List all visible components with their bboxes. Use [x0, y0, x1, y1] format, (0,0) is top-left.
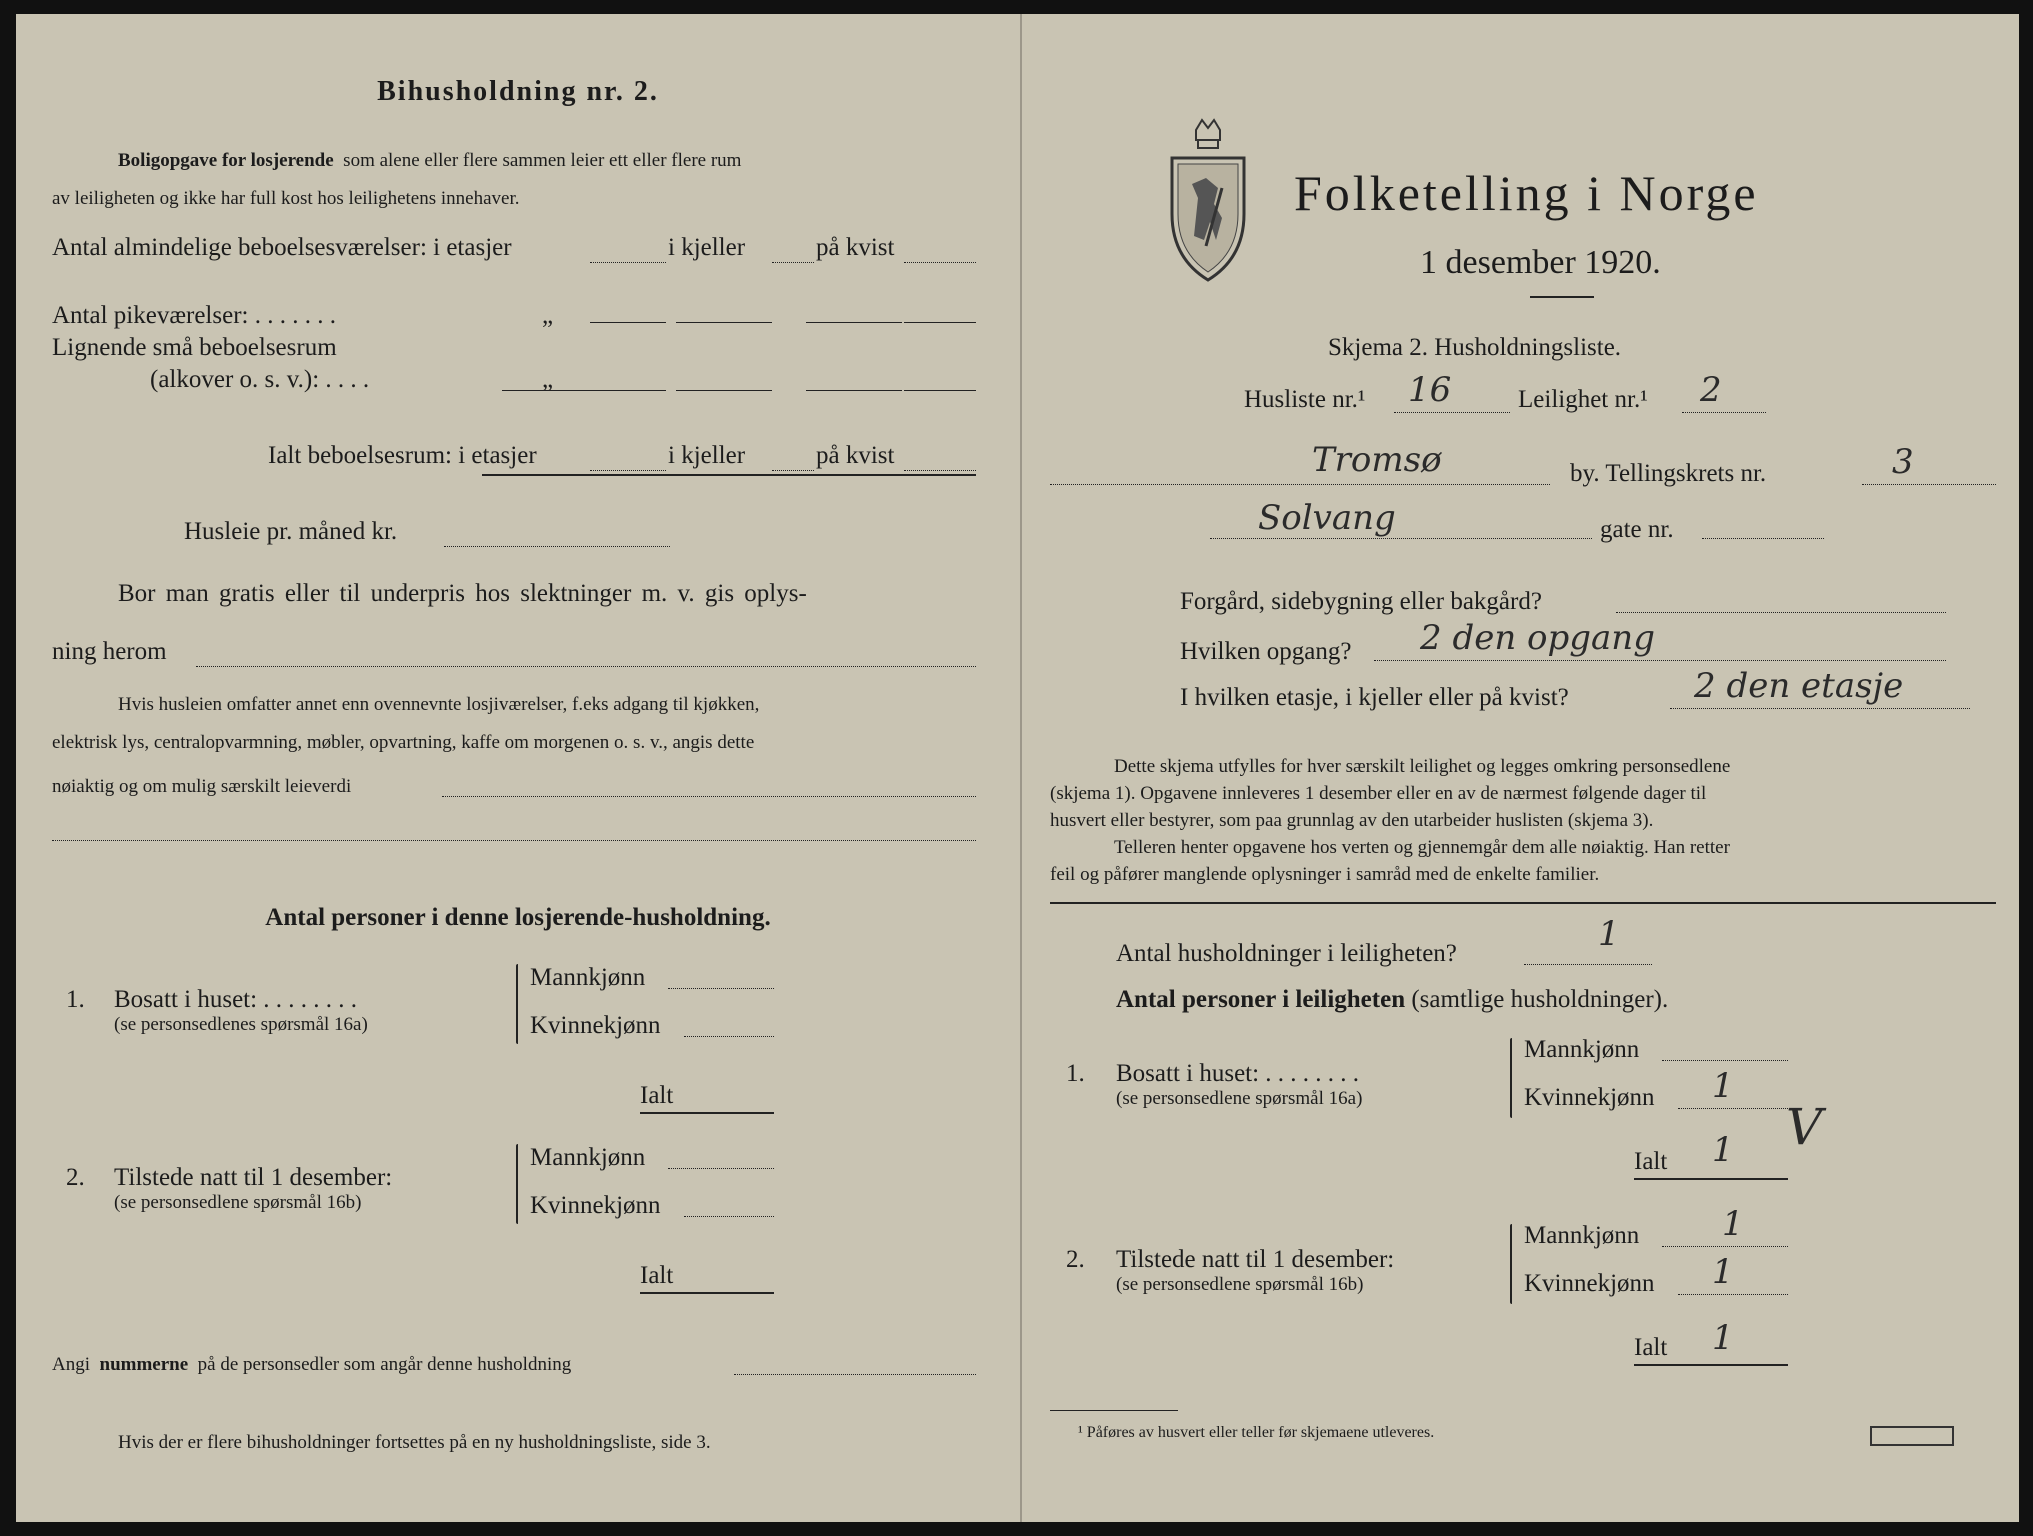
- field-alkover-extra[interactable]: [904, 390, 976, 391]
- r-q1-ialt-label: Ialt: [1634, 1148, 1668, 1175]
- field-pike-etasjer[interactable]: [590, 322, 666, 323]
- q1-ialt-label: Ialt: [640, 1082, 674, 1109]
- q2-kvinne-label: Kvinnekjønn: [530, 1192, 661, 1219]
- section-rule: [1050, 902, 1996, 904]
- r-q1-ialt-field[interactable]: [1634, 1178, 1788, 1180]
- r-q2-ialt-label: Ialt: [1634, 1334, 1668, 1361]
- intro-line2: av leiligheten og ikke har full kost hos leilighetens innehaver.: [52, 188, 520, 209]
- r-q1-kvinne-field[interactable]: [1678, 1108, 1788, 1109]
- kjeller-label: i kjeller: [668, 234, 746, 261]
- r-q2-label: Tilstede natt til 1 desember:: [1116, 1246, 1395, 1273]
- row-beboelse-label: Antal almindelige beboelsesværelser: i etasjer: [52, 234, 512, 261]
- q1-kvinne-label: Kvinnekjønn: [530, 1012, 661, 1039]
- field-leieverdi-2[interactable]: [52, 840, 976, 841]
- hvis-line1: Hvis husleien omfatter annet enn ovennevnte losjiværelser, f.eks adgang til kjøkken,: [118, 694, 760, 715]
- right-page: [1022, 14, 2019, 1522]
- bor-line1: Bor man gratis eller til underpris hos slektninger m. v. gis oplys-: [118, 580, 807, 607]
- ialt-underline: [482, 474, 976, 476]
- q2-kvinne-field[interactable]: [684, 1216, 774, 1217]
- forgard-label: Forgård, sidebygning eller bakgård?: [1180, 588, 1542, 615]
- r-q1-number: 1.: [1066, 1060, 1085, 1087]
- hvis-line3: nøiaktig og om mulig særskilt leieverdi: [52, 776, 352, 797]
- field-bor[interactable]: [196, 666, 976, 667]
- husliste-label: Husliste nr.¹: [1244, 386, 1366, 413]
- q2-ialt-field[interactable]: [640, 1292, 774, 1294]
- field-kjeller-1[interactable]: [772, 262, 814, 263]
- q1-brace: [516, 964, 518, 1044]
- field-alkover-kvist[interactable]: [806, 390, 902, 391]
- dette-line2: (skjema 1). Opgavene innleveres 1 desember eller en av de nærmest følgende dager til: [1050, 783, 1707, 804]
- left-footer: Hvis der er flere bihusholdninger fortsettes på en ny husholdningsliste, side 3.: [118, 1432, 711, 1453]
- r-q1-label: Bosatt i huset: . . . . . . . .: [1116, 1060, 1360, 1087]
- angi-bold: nummerne: [99, 1354, 189, 1375]
- gate-nr-field[interactable]: [1702, 538, 1824, 539]
- intro-text: [118, 150, 741, 172]
- kvist-label: på kvist: [816, 234, 895, 261]
- opgang-label: Hvilken opgang?: [1180, 638, 1352, 665]
- left-page: [16, 14, 1020, 1522]
- husliste-value: 16: [1408, 370, 1452, 410]
- r-q2-kvinne-label: Kvinnekjønn: [1524, 1270, 1655, 1297]
- r-q2-number: 2.: [1066, 1246, 1085, 1273]
- forgard-field[interactable]: [1616, 612, 1946, 613]
- q1-sub: (se personsedlenes spørsmål 16a): [114, 1014, 368, 1035]
- q2-label: Tilstede natt til 1 desember:: [114, 1164, 393, 1191]
- field-alkover-kjeller[interactable]: [676, 390, 772, 391]
- etasje-field[interactable]: [1670, 708, 1970, 709]
- leilighet-value: 2: [1700, 370, 1722, 410]
- r-q1-mann-field[interactable]: [1662, 1060, 1788, 1061]
- r-q2-kvinne-value: 1: [1712, 1252, 1734, 1292]
- r-q2-mann-label: Mannkjønn: [1524, 1222, 1640, 1249]
- antal-pers-bold: Antal personer i leiligheten: [1116, 986, 1406, 1013]
- r-q2-mann-field[interactable]: [1662, 1246, 1788, 1247]
- row-ialt-label: Ialt beboelsesrum: i etasjer: [268, 442, 537, 469]
- title-rule: [1530, 296, 1594, 298]
- antal-hush-label: Antal husholdninger i leiligheten?: [1116, 940, 1457, 967]
- r-q1-kvinne-value: 1: [1712, 1066, 1734, 1106]
- antal-hush-field[interactable]: [1524, 964, 1652, 965]
- dette-line5: feil og påfører manglende oplysninger i samråd med de enkelte familier.: [1050, 864, 1600, 885]
- field-etasjer-1[interactable]: [590, 262, 666, 263]
- census-date: 1 desember 1920.: [1420, 244, 1661, 281]
- ditto-mark: „: [542, 302, 554, 329]
- dette-line3: husvert eller bestyrer, som paa grunnlag av den utarbeider huslisten (skjema 3).: [1050, 810, 1654, 831]
- q1-label: Bosatt i huset: . . . . . . . .: [114, 986, 358, 1013]
- krets-field[interactable]: [1862, 484, 1996, 485]
- q2-mann-field[interactable]: [668, 1168, 774, 1169]
- husliste-field[interactable]: [1394, 412, 1510, 413]
- footnote-rule: [1050, 1410, 1178, 1411]
- angi-rest: på de personsedler som angår denne husholdning: [197, 1354, 572, 1375]
- antal-pers-heading: [1116, 986, 1668, 1014]
- street-value: Solvang: [1258, 498, 1396, 538]
- etasje-label: I hvilken etasje, i kjeller eller på kvist?: [1180, 684, 1569, 711]
- city-value: Tromsø: [1312, 440, 1442, 480]
- q1-mann-label: Mannkjønn: [530, 964, 646, 991]
- gate-label: gate nr.: [1600, 516, 1674, 543]
- leilighet-field[interactable]: [1682, 412, 1766, 413]
- field-pike-extra[interactable]: [904, 322, 976, 323]
- opgang-value: 2 den opgang: [1420, 618, 1655, 658]
- r-q2-kvinne-field[interactable]: [1678, 1294, 1788, 1295]
- r-q2-ialt-value: 1: [1712, 1318, 1734, 1358]
- intro-rest: som alene eller flere sammen leier ett eller flere rum: [343, 150, 742, 171]
- field-ialt-kjeller[interactable]: [772, 470, 814, 471]
- r-q1-kvinne-label: Kvinnekjønn: [1524, 1084, 1655, 1111]
- r-q1-check: V: [1786, 1098, 1823, 1156]
- r-q1-ialt-value: 1: [1712, 1130, 1734, 1170]
- r-q2-sub: (se personsedlene spørsmål 16b): [1116, 1274, 1364, 1295]
- field-pike-kjeller[interactable]: [676, 322, 772, 323]
- ditto-mark-2: „: [542, 366, 554, 393]
- leilighet-label: Leilighet nr.¹: [1518, 386, 1648, 413]
- street-field[interactable]: [1210, 538, 1592, 539]
- field-kvist-1[interactable]: [904, 262, 976, 263]
- krets-value: 3: [1892, 442, 1914, 482]
- footnote: ¹ Påføres av husvert eller teller før skjemaene utleveres.: [1078, 1424, 1435, 1441]
- row-pike-label: Antal pikeværelser: . . . . . . .: [52, 302, 336, 329]
- kvist-label-2: på kvist: [816, 442, 895, 469]
- angi-text: [52, 1354, 571, 1376]
- q1-ialt-field[interactable]: [640, 1112, 774, 1114]
- antal-personer-heading: Antal personer i denne losjerende-husholdning.: [265, 904, 771, 931]
- q2-brace: [516, 1144, 518, 1224]
- antal-hush-value: 1: [1598, 914, 1620, 954]
- r-q1-sub: (se personsedlene spørsmål 16a): [1116, 1088, 1363, 1109]
- intro-bold: Boligopgave for losjerende: [118, 150, 334, 171]
- bor-line2: ning herom: [52, 638, 167, 665]
- q2-ialt-label: Ialt: [640, 1262, 674, 1289]
- q1-number: 1.: [66, 986, 85, 1013]
- by-krets-label: by. Tellingskrets nr.: [1570, 460, 1767, 487]
- r-q2-mann-value: 1: [1722, 1204, 1744, 1244]
- r-q1-mann-label: Mannkjønn: [1524, 1036, 1640, 1063]
- hvis-line2: elektrisk lys, centralopvarmning, møbler, opvartning, kaffe om morgenen o. s. v., angis dette: [52, 732, 755, 753]
- field-alkover-etasjer[interactable]: [502, 390, 666, 391]
- r-q2-ialt-field[interactable]: [1634, 1364, 1788, 1366]
- r-q1-brace: [1510, 1038, 1512, 1118]
- field-leieverdi[interactable]: [442, 796, 976, 797]
- field-nummerne[interactable]: [734, 1374, 976, 1375]
- bihusholdning-title: Bihusholdning nr. 2.: [377, 76, 659, 107]
- q2-sub: (se personsedlene spørsmål 16b): [114, 1192, 362, 1213]
- field-ialt-etasjer[interactable]: [590, 470, 666, 471]
- r-q2-brace: [1510, 1224, 1512, 1304]
- city-field[interactable]: [1050, 484, 1550, 485]
- kjeller-label-2: i kjeller: [668, 442, 746, 469]
- dette-line4: Telleren henter opgavene hos verten og gjennemgår dem alle nøiaktig. Han retter: [1114, 837, 1730, 858]
- field-pike-kvist[interactable]: [806, 322, 902, 323]
- field-husleie[interactable]: [444, 546, 670, 547]
- q2-mann-label: Mannkjønn: [530, 1144, 646, 1171]
- etasje-value: 2 den etasje: [1694, 666, 1904, 706]
- opgang-field[interactable]: [1374, 660, 1946, 661]
- angi-pre: Angi: [52, 1354, 90, 1375]
- row-lignende-label: Lignende små beboelsesrum: [52, 334, 337, 361]
- skjema-label: Skjema 2. Husholdningsliste.: [1328, 334, 1622, 361]
- q1-kvinne-field[interactable]: [684, 1036, 774, 1037]
- antal-pers-rest: (samtlige husholdninger).: [1411, 986, 1669, 1013]
- printer-stamp: [1870, 1426, 1954, 1446]
- coat-of-arms-icon: [1168, 118, 1248, 282]
- q2-number: 2.: [66, 1164, 85, 1191]
- husleie-label: Husleie pr. måned kr.: [184, 518, 398, 545]
- row-alkover-label: (alkover o. s. v.): . . . .: [150, 366, 370, 393]
- q1-mann-field[interactable]: [668, 988, 774, 989]
- field-ialt-kvist[interactable]: [904, 470, 976, 471]
- dette-line1: Dette skjema utfylles for hver særskilt leilighet og legges omkring personsedlene: [1114, 756, 1731, 777]
- main-title: Folketelling i Norge: [1294, 165, 1759, 221]
